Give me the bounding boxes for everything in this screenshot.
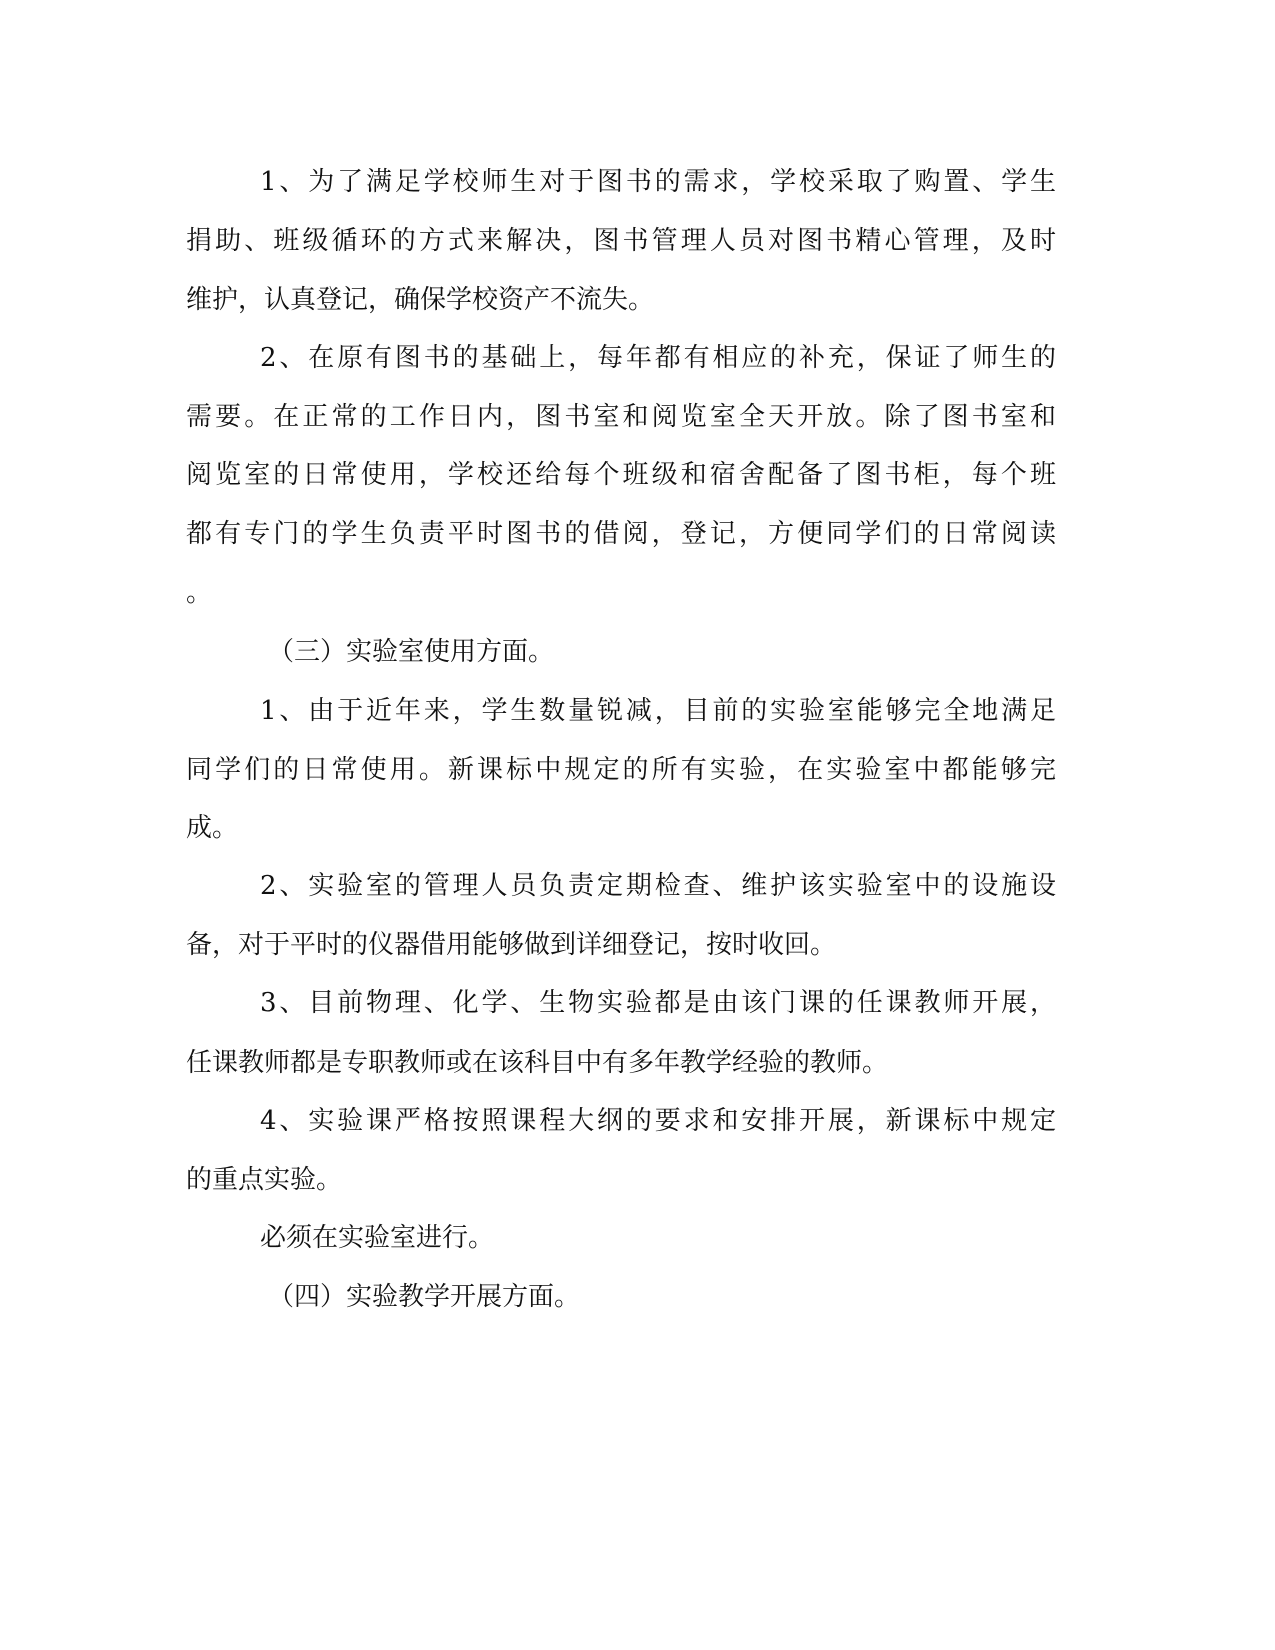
paragraph-line: 成。 (186, 813, 239, 843)
paragraph-line: 维护，认真登记，确保学校资产不流失。 (186, 285, 655, 315)
paragraph-line: 必须在实验室进行。 (260, 1223, 495, 1253)
paragraph-line: 1、由于近年来，学生数量锐减，目前的实验室能够完全地满足 (260, 696, 1056, 726)
paragraph-line: 的重点实验。 (186, 1165, 343, 1195)
paragraph-line: 捐助、班级循环的方式来解决，图书管理人员对图书精心管理，及时 (186, 226, 1056, 256)
paragraph-line: 同学们的日常使用。新课标中规定的所有实验，在实验室中都能够完 (186, 755, 1056, 785)
paragraph-line: 1、为了满足学校师生对于图书的需求，学校采取了购置、学生 (260, 167, 1056, 197)
paragraph-line: 需要。在正常的工作日内，图书室和阅览室全天开放。除了图书室和 (186, 402, 1056, 432)
paragraph-line: 2、在原有图书的基础上，每年都有相应的补充，保证了师生的 (260, 343, 1056, 373)
paragraph-line: 。 (186, 578, 213, 608)
paragraph-line: 4、实验课严格按照课程大纲的要求和安排开展，新课标中规定 (260, 1106, 1056, 1136)
section-heading: （三）实验室使用方面。 (268, 637, 555, 667)
paragraph-line: 备，对于平时的仪器借用能够做到详细登记，按时收回。 (186, 930, 837, 960)
paragraph-line: 阅览室的日常使用，学校还给每个班级和宿舍配备了图书柜，每个班 (186, 460, 1056, 490)
paragraph-line: 3、目前物理、化学、生物实验都是由该门课的任课教师开展， (260, 988, 1056, 1018)
section-heading: （四）实验教学开展方面。 (268, 1282, 581, 1312)
paragraph-line: 都有专门的学生负责平时图书的借阅，登记，方便同学们的日常阅读 (186, 519, 1056, 549)
paragraph-line: 任课教师都是专职教师或在该科目中有多年教学经验的教师。 (186, 1048, 889, 1078)
paragraph-line: 2、实验室的管理人员负责定期检查、维护该实验室中的设施设 (260, 871, 1056, 901)
